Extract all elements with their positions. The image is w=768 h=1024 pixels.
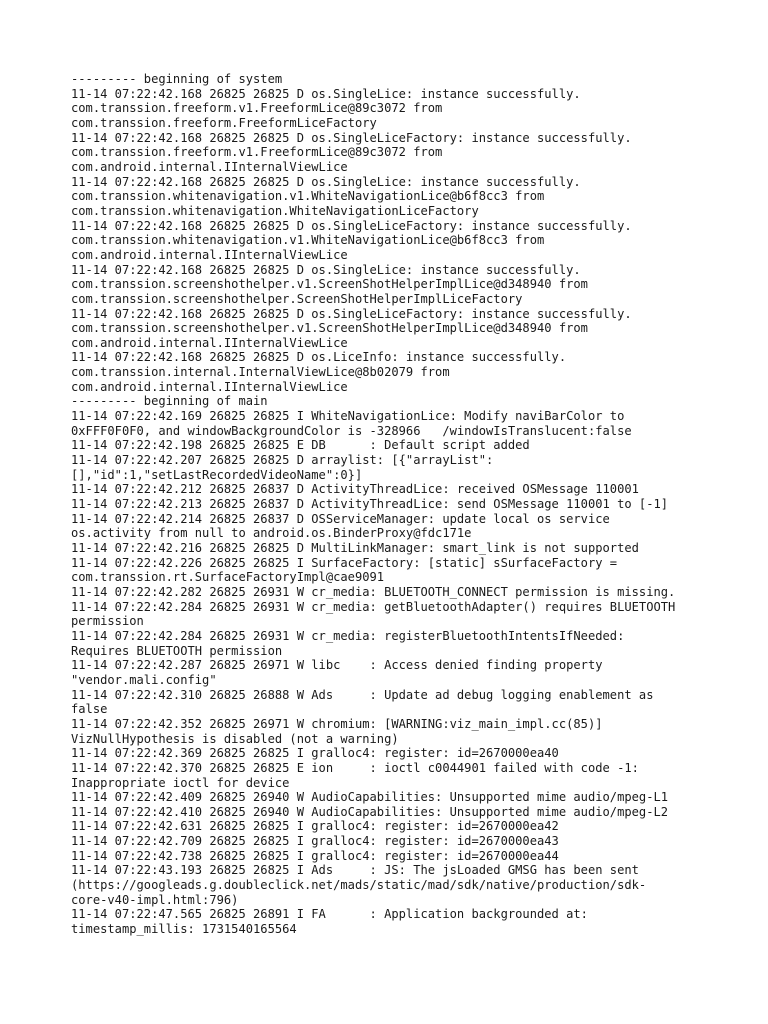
log-line: [],"id":1,"setLastRecordedVideoName":0}] — [71, 467, 363, 482]
log-line: core-v40-impl.html:796) — [71, 892, 239, 907]
log-line: Requires BLUETOOTH permission — [71, 643, 283, 658]
log-line: 11-14 07:22:42.168 26825 26825 D os.SingleLice: instance successfully. — [71, 262, 581, 277]
log-line: com.android.internal.IInternalViewLice — [71, 159, 348, 174]
log-line: 11-14 07:22:42.369 26825 26825 I gralloc4: register: id=2670000ea40 — [71, 746, 559, 761]
log-line: com.transsion.rt.SurfaceFactoryImpl@cae9091 — [71, 570, 385, 585]
log-line: 11-14 07:22:42.709 26825 26825 I gralloc4: register: id=2670000ea43 — [71, 834, 559, 849]
log-line: Inappropriate ioctl for device — [71, 775, 290, 790]
log-line: com.transsion.whitenavigation.v1.WhiteNavigationLice@b6f8cc3 from — [71, 189, 545, 204]
log-line: 11-14 07:22:42.631 26825 26825 I gralloc4: register: id=2670000ea42 — [71, 819, 559, 834]
log-line: 11-14 07:22:42.409 26825 26940 W AudioCapabilities: Unsupported mime audio/mpeg-L1 — [71, 790, 669, 805]
log-line: 11-14 07:22:42.212 26825 26837 D ActivityThreadLice: received OSMessage 110001 — [71, 482, 639, 497]
log-line: false — [71, 702, 108, 717]
log-line: com.transsion.freeform.v1.FreeformLice@89c3072 from — [71, 145, 443, 160]
log-line: 11-14 07:22:42.198 26825 26825 E DB : Default script added — [71, 438, 530, 453]
log-line: com.transsion.whitenavigation.v1.WhiteNavigationLice@b6f8cc3 from — [71, 233, 545, 248]
log-line: com.android.internal.IInternalViewLice — [71, 247, 348, 262]
log-text-block — [71, 72, 731, 937]
log-line: 11-14 07:22:42.214 26825 26837 D OSServiceManager: update local os service — [71, 511, 610, 526]
log-line: com.transsion.screenshothelper.v1.ScreenShotHelperImplLice@d348940 from — [71, 277, 588, 292]
log-line: 11-14 07:22:42.282 26825 26931 W cr_media: BLUETOOTH_CONNECT permission is missing. — [71, 584, 676, 599]
log-line: 11-14 07:22:42.410 26825 26940 W AudioCapabilities: Unsupported mime audio/mpeg-L2 — [71, 804, 669, 819]
log-line: 11-14 07:22:42.738 26825 26825 I gralloc4: register: id=2670000ea44 — [71, 848, 559, 863]
log-line: --------- beginning of system — [71, 72, 283, 86]
log-line: 11-14 07:22:42.370 26825 26825 E ion : ioctl c0044901 failed with code -1: — [71, 760, 639, 775]
log-line: 11-14 07:22:42.216 26825 26825 D MultiLinkManager: smart_link is not supported — [71, 541, 639, 555]
log-line: os.activity from null to android.os.BinderProxy@fdc171e — [71, 526, 472, 541]
log-line: --------- beginning of main — [71, 394, 268, 409]
log-line: com.transsion.freeform.FreeformLiceFactory — [71, 115, 377, 130]
log-line: com.android.internal.IInternalViewLice — [71, 335, 348, 350]
log-line: 11-14 07:22:42.169 26825 26825 I WhiteNavigationLice: Modify naviBarColor to — [71, 409, 625, 424]
log-line: 11-14 07:22:42.284 26825 26931 W cr_media: registerBluetoothIntentsIfNeeded: — [71, 628, 625, 643]
log-line: 11-14 07:22:42.168 26825 26825 D os.SingleLice: instance successfully. — [71, 86, 581, 101]
log-line: 11-14 07:22:47.565 26825 26891 I FA : Application backgrounded at: — [71, 907, 588, 922]
log-line: com.transsion.screenshothelper.v1.ScreenShotHelperImplLice@d348940 from — [71, 321, 588, 336]
log-line: (https://googleads.g.doubleclick.net/mads/static/mad/sdk/native/production/sdk- — [71, 878, 647, 893]
log-line: com.transsion.screenshothelper.ScreenShotHelperImplLiceFactory — [71, 291, 523, 306]
log-line: 11-14 07:22:42.168 26825 26825 D os.LiceInfo: instance successfully. — [71, 350, 567, 365]
log-line: 11-14 07:22:42.168 26825 26825 D os.SingleLiceFactory: instance successfully. — [71, 130, 632, 145]
log-line: 11-14 07:22:42.226 26825 26825 I SurfaceFactory: [static] sSurfaceFactory = — [71, 555, 618, 570]
log-line: 11-14 07:22:42.168 26825 26825 D os.SingleLiceFactory: instance successfully. — [71, 306, 632, 321]
log-line: com.android.internal.IInternalViewLice — [71, 379, 348, 394]
log-line: permission — [71, 614, 144, 629]
log-line: 11-14 07:22:42.168 26825 26825 D os.SingleLice: instance successfully. — [71, 174, 581, 189]
log-line: com.transsion.internal.InternalViewLice@8b02079 from — [71, 365, 450, 380]
log-line: com.transsion.freeform.v1.FreeformLice@89c3072 from — [71, 101, 443, 116]
log-line: 11-14 07:22:42.310 26825 26888 W Ads : Update ad debug logging enablement as — [71, 687, 654, 702]
log-line: 11-14 07:22:42.213 26825 26837 D ActivityThreadLice: send OSMessage 110001 to [-1] — [71, 497, 669, 512]
log-line: 11-14 07:22:42.168 26825 26825 D os.SingleLiceFactory: instance successfully. — [71, 218, 632, 233]
log-line: 11-14 07:22:43.193 26825 26825 I Ads : JS: The jsLoaded GMSG has been sent — [71, 863, 639, 878]
log-line: 11-14 07:22:42.287 26825 26971 W libc : Access denied finding property — [71, 658, 603, 673]
log-line: 11-14 07:22:42.284 26825 26931 W cr_media: getBluetoothAdapter() requires BLUETOOTH — [71, 599, 676, 614]
log-line: 11-14 07:22:42.352 26825 26971 W chromium: [WARNING:viz_main_impl.cc(85)] — [71, 716, 603, 731]
log-line: 11-14 07:22:42.207 26825 26825 D arraylist: [{"arrayList": — [71, 453, 494, 468]
log-line: VizNullHypothesis is disabled (not a warning) — [71, 731, 399, 746]
log-line: com.transsion.whitenavigation.WhiteNavigationLiceFactory — [71, 203, 479, 218]
log-line: 0xFFF0F0F0, and windowBackgroundColor is -328966 /windowIsTranslucent:false — [71, 423, 632, 438]
log-line: "vendor.mali.config" — [71, 672, 217, 687]
log-line: timestamp_millis: 1731540165564 — [71, 922, 297, 937]
